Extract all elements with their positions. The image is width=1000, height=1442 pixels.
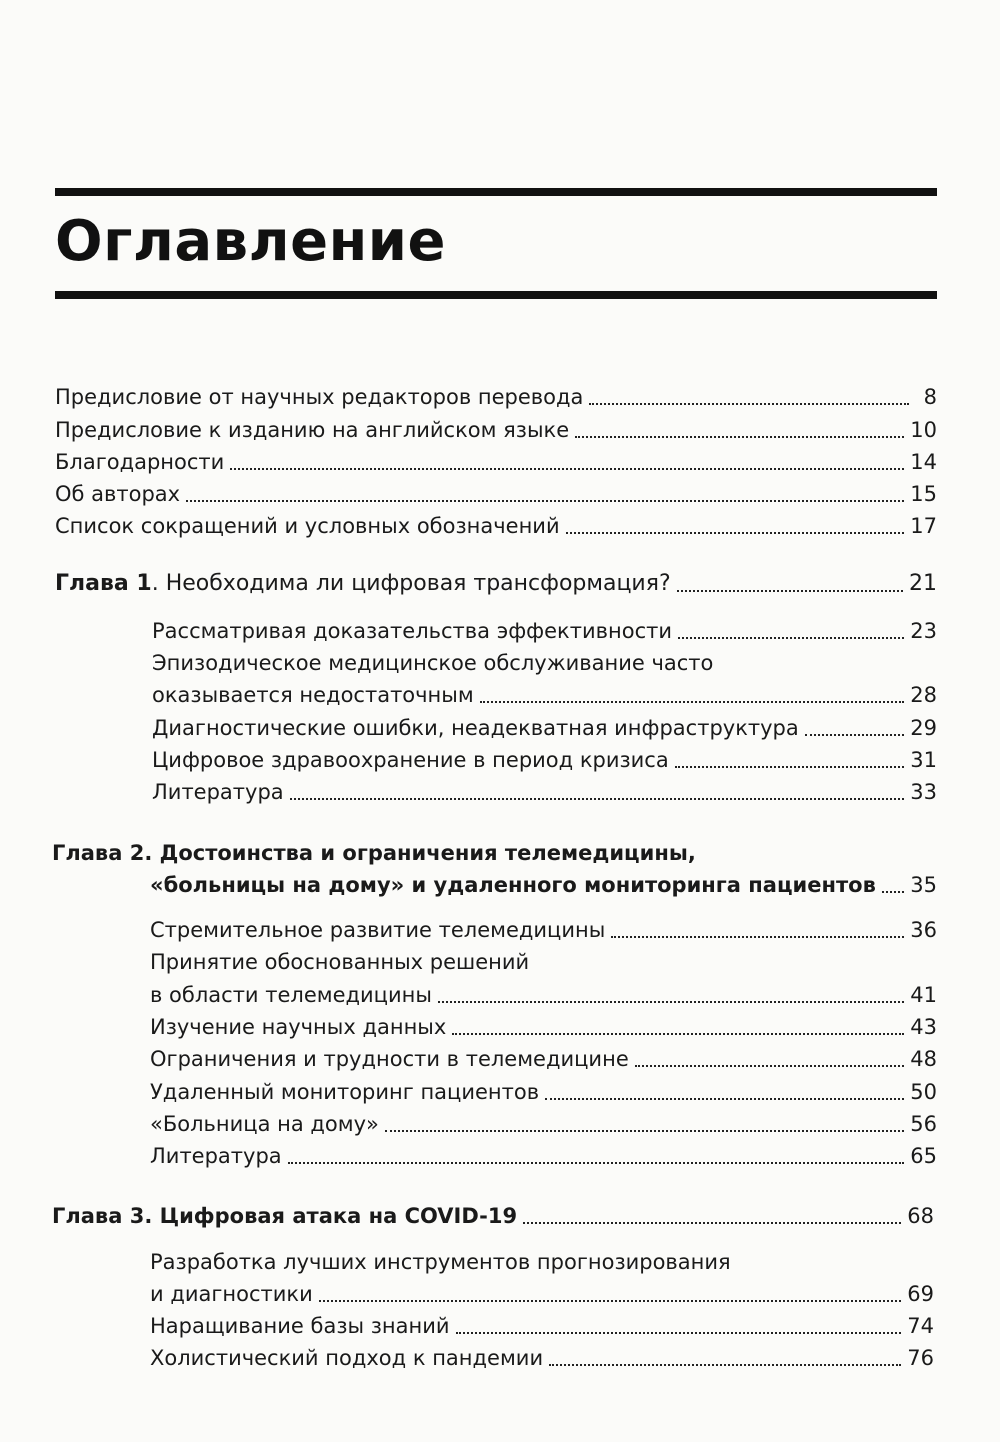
toc-entry[interactable] (55, 415, 937, 445)
leader-dots (186, 500, 904, 502)
toc-entry-label: и диагностики (150, 1282, 313, 1306)
toc-entry[interactable] (152, 745, 937, 775)
toc-entry[interactable] (55, 382, 937, 412)
leader-dots (385, 1130, 904, 1132)
toc-entry-page: 65 (910, 1144, 937, 1168)
toc-entry[interactable] (150, 980, 937, 1010)
toc-entry-label: Диагностические ошибки, неадекватная инфраструктура (152, 716, 799, 740)
toc-entry-label: Рассматривая доказательства эффективности (152, 619, 673, 643)
toc-entry[interactable] (152, 616, 937, 646)
toc-entry-label: Стремительное развитие телемедицины (150, 918, 606, 942)
toc-entry-page: 23 (910, 619, 937, 643)
toc-entry-page: 43 (910, 1015, 937, 1039)
toc-entry-label: Список сокращений и условных обозначений (55, 514, 560, 538)
toc-entry-page: 56 (910, 1112, 937, 1136)
toc-entry[interactable] (150, 915, 937, 945)
toc-entry[interactable] (150, 1109, 937, 1139)
toc-entry-page: 29 (910, 716, 937, 740)
toc-entry[interactable] (150, 1012, 937, 1042)
toc-entry-page: 76 (907, 1346, 934, 1370)
leader-dots (480, 701, 905, 703)
chapter-3-page: 68 (907, 1204, 934, 1228)
toc-entry-label: Наращивание базы знаний (150, 1314, 450, 1338)
leader-dots (456, 1332, 902, 1334)
toc-entry-label-line1: Разработка лучших инструментов прогнозирования (150, 1250, 731, 1274)
leader-dots (675, 766, 905, 768)
toc-entry-page: 41 (910, 983, 937, 1007)
leader-dots (319, 1300, 902, 1302)
toc-entry[interactable] (150, 1141, 937, 1171)
chapter-2-title-line1[interactable] (52, 838, 696, 868)
top-rule (55, 188, 937, 196)
chapter-1-entry[interactable] (55, 569, 937, 599)
toc-entry-label: Предисловие к изданию на английском языке (55, 418, 570, 442)
toc-entry-label: Литература (150, 1144, 282, 1168)
chapter-2-title-text-line2: «больницы на дому» и удаленного мониторинга пациентов (150, 873, 876, 897)
toc-entry-label: Об авторах (55, 482, 181, 506)
toc-entry-page: 50 (910, 1080, 937, 1104)
leader-dots (611, 936, 904, 938)
chapter-2-title-text-line1: Достоинства и ограничения телемедицины, (159, 841, 696, 865)
toc-entry-page: 48 (910, 1047, 937, 1071)
chapter-2-page: 35 (910, 873, 937, 897)
toc-entry[interactable] (152, 713, 937, 743)
toc-entry-label: «Больница на дому» (150, 1112, 379, 1136)
toc-entry-page: 31 (910, 748, 937, 772)
toc-entry-page: 74 (907, 1314, 934, 1338)
chapter-1-page: 21 (909, 571, 937, 596)
toc-entry[interactable] (55, 447, 937, 477)
bottom-rule (55, 291, 937, 299)
toc-entry-label: Изучение научных данных (150, 1015, 447, 1039)
leader-dots (566, 532, 905, 534)
chapter-2-entry[interactable] (150, 870, 937, 900)
toc-entry-label: оказывается недостаточным (152, 683, 474, 707)
toc-entry-label: в области телемедицины (150, 983, 432, 1007)
toc-entry-label: Литература (152, 780, 284, 804)
leader-dots (438, 1001, 904, 1003)
chapter-1-title (55, 569, 671, 599)
toc-entry-page: 69 (907, 1282, 934, 1306)
toc-entry[interactable] (150, 1044, 937, 1074)
chapter-2-prefix: Глава 2. (52, 841, 153, 865)
page-title: Оглавление (55, 209, 447, 274)
toc-entry-label: Предисловие от научных редакторов перевода (55, 385, 584, 409)
leader-dots (589, 403, 909, 405)
toc-entry-label: Холистический подход к пандемии (150, 1346, 544, 1370)
toc-entry[interactable] (150, 1311, 934, 1341)
chapter-1-prefix: Глава 1 (55, 571, 152, 596)
toc-entry-page: 8 (923, 385, 937, 409)
toc-entry[interactable] (152, 777, 937, 807)
toc-entry-page: 17 (910, 514, 937, 538)
leader-dots (677, 590, 903, 592)
leader-dots (575, 436, 904, 438)
toc-entry-label: Благодарности (55, 450, 225, 474)
toc-entry-page: 14 (910, 450, 937, 474)
toc-entry-label: Ограничения и трудности в телемедицине (150, 1047, 629, 1071)
toc-entry[interactable] (55, 511, 937, 541)
toc-entry-label: Цифровое здравоохранение в период кризиса (152, 748, 669, 772)
toc-entry[interactable] (152, 680, 937, 710)
chapter-1-title-text: . Необходима ли цифровая трансформация? (151, 571, 671, 596)
toc-entry-page: 36 (910, 918, 937, 942)
toc-entry[interactable] (150, 1343, 934, 1373)
chapter-3-title (52, 1201, 517, 1231)
chapter-3-title-text: Цифровая атака на COVID-19 (159, 1204, 518, 1228)
leader-dots (288, 1162, 905, 1164)
toc-entry-page: 33 (910, 780, 937, 804)
toc-entry[interactable] (55, 479, 937, 509)
leader-dots (523, 1222, 901, 1224)
chapter-3-entry[interactable] (52, 1201, 934, 1231)
chapter-3-prefix: Глава 3. (52, 1204, 153, 1228)
leader-dots (452, 1033, 904, 1035)
toc-entry-label-line1: Эпизодическое медицинское обслуживание часто (152, 651, 714, 675)
leader-dots (678, 637, 904, 639)
toc-entry-page: 28 (910, 683, 937, 707)
leader-dots (230, 468, 904, 470)
leader-dots (549, 1364, 901, 1366)
toc-entry-label: Удаленный мониторинг пациентов (150, 1080, 540, 1104)
toc-entry[interactable] (150, 1279, 934, 1309)
leader-dots (545, 1098, 904, 1100)
leader-dots (805, 734, 905, 736)
toc-entry[interactable] (150, 1077, 937, 1107)
leader-dots (290, 798, 905, 800)
toc-entry-page: 10 (910, 418, 937, 442)
leader-dots (635, 1065, 905, 1067)
toc-entry-page: 15 (910, 482, 937, 506)
leader-dots (882, 891, 904, 893)
toc-entry-label-line1: Принятие обоснованных решений (150, 950, 530, 974)
